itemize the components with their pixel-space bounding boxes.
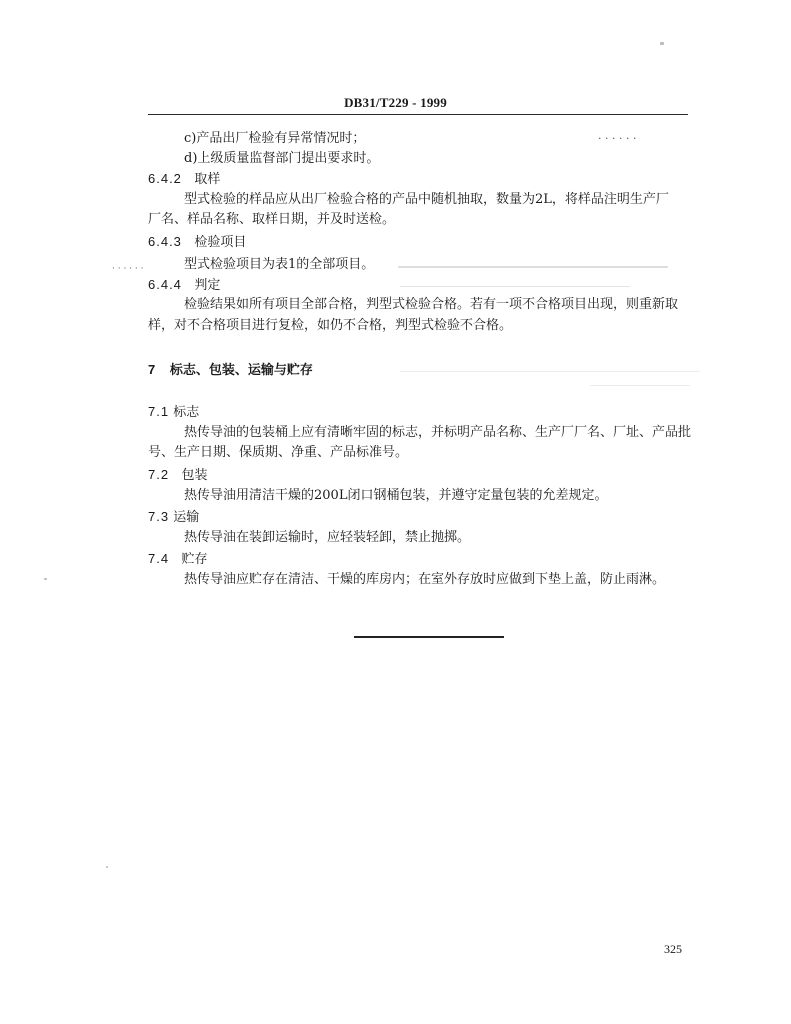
paragraph-line: 热传导油的包装桶上应有清晰牢固的标志，并标明产品名称、生产厂厂名、厂址、产品批 <box>184 425 692 440</box>
scan-noise-dot <box>106 866 108 868</box>
scan-noise-dot <box>44 578 47 580</box>
paragraph-line: 号、生产日期、保质期、净重、产品标准号。 <box>148 445 409 460</box>
section-number: 6.4.3 <box>148 234 182 249</box>
section-6-4-2-heading <box>148 170 220 189</box>
section-number: 7.3 <box>148 509 170 524</box>
scan-margin-note: · · · · · · <box>112 264 144 274</box>
section-7-3-heading <box>148 508 199 527</box>
list-item-c: c)产品出厂检验有异常情况时； <box>184 131 366 146</box>
scan-noise-streak <box>398 266 668 268</box>
document-code-header: DB31/T229 - 1999 <box>344 95 447 110</box>
section-7-1-heading <box>148 403 199 422</box>
paragraph-line: 型式检验的样品应从出厂检验合格的产品中随机抽取，数量为2L，将样品注明生产厂 <box>184 192 669 207</box>
section-number: 6.4.2 <box>148 171 182 186</box>
section-number: 7 <box>148 362 157 377</box>
section-number: 7.4 <box>148 551 170 566</box>
paragraph-line: 厂名、样品名称、取样日期，并及时送检。 <box>148 212 396 227</box>
section-title: 包装 <box>181 468 208 483</box>
section-6-4-3-heading <box>148 233 246 252</box>
section-title: 运输 <box>173 510 200 525</box>
page-number: 325 <box>664 942 682 956</box>
paragraph-line: 热传导油应贮存在清洁、干燥的库房内；在室外存放时应做到下垫上盖，防止雨淋。 <box>184 572 666 587</box>
section-number: 7.2 <box>148 467 170 482</box>
list-item-d: d)上级质量监督部门提出要求时。 <box>184 151 380 166</box>
scan-noise-streak <box>590 385 690 386</box>
section-7-heading <box>148 361 313 380</box>
scan-noise-dot <box>660 42 664 45</box>
scan-noise-streak <box>400 371 700 372</box>
section-number: 7.1 <box>148 404 170 419</box>
section-7-4-heading <box>148 550 208 569</box>
paragraph-line: 样，对不合格项目进行复检，如仍不合格，判型式检验不合格。 <box>148 318 513 333</box>
end-of-text-rule <box>354 636 504 638</box>
header-rule <box>148 114 688 115</box>
paragraph-line: 检验结果如所有项目全部合格，判型式检验合格。若有一项不合格项目出现，则重新取 <box>184 297 679 312</box>
section-title: 检验项目 <box>194 235 247 250</box>
section-title: 取样 <box>194 172 221 187</box>
paragraph-line: 热传导油在装卸运输时，应轻装轻卸，禁止抛掷。 <box>184 530 471 545</box>
section-title: 判定 <box>194 278 221 293</box>
scan-noise-streak <box>400 286 630 287</box>
section-7-2-heading <box>148 466 208 485</box>
section-title: 标志 <box>173 405 200 420</box>
section-number: 6.4.4 <box>148 277 182 292</box>
paragraph-line: 热传导油用清洁干燥的200L闭口钢桶包装，并遵守定量包装的允差规定。 <box>184 488 608 503</box>
scan-noise-text: · · · · · · <box>598 132 637 145</box>
section-title: 贮存 <box>181 552 208 567</box>
section-6-4-4-heading <box>148 276 220 295</box>
section-title: 标志、包装、运输与贮存 <box>169 363 313 378</box>
paragraph-line: 型式检验项目为表1的全部项目。 <box>184 257 375 272</box>
